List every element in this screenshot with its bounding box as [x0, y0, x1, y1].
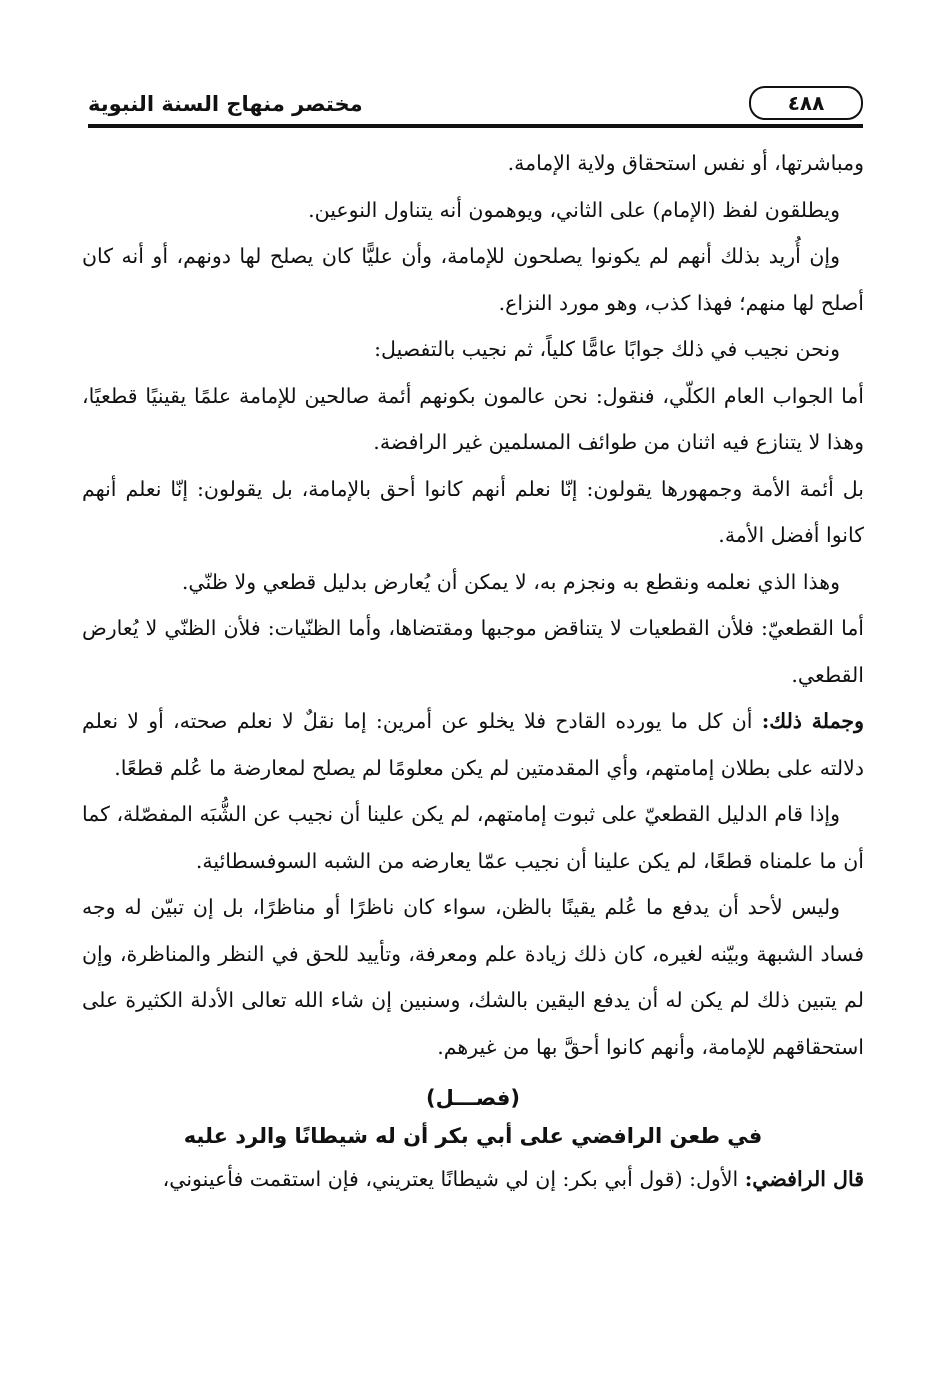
section-heading: (فصـــل): [426, 1086, 520, 1110]
paragraph-lead: وجملة ذلك:: [761, 709, 864, 733]
section-subheading: في طعن الرافضي على أبي بكر أن له شيطانًا والرد عليه: [183, 1124, 763, 1148]
header-rule: [88, 124, 863, 128]
page-body: [82, 140, 864, 1203]
paragraph: وليس لأحد أن يدفع ما عُلم يقينًا بالظن، سواء كان ناظرًا أو مناظرًا، بل إن تبيّن له وجه فساد الشبهة وبيّنه لغيره، كان ذلك زيادة علم ومعرفة، وتأييد للحق في النظر والمناظرة، وإن لم يتبين ذلك لم يكن له أن يدفع اليقين بالشك، وسنبين إن شاء الله تعالى الأدلة الكثيرة على استحقاقهم للإمامة، وأنهم كانوا أحقَّ بها من غيرهم.: [82, 895, 864, 1059]
paragraph: وإذا قام الدليل القطعيّ على ثبوت إمامتهم، لم يكن علينا أن نجيب عن الشُّبَه المفصّلة، كما أن ما علمناه قطعًا، لم يكن علينا أن نجيب عمّا يعارضه من الشبه السوفسطائية.: [82, 802, 864, 873]
paragraph: وهذا الذي نعلمه ونقطع به ونجزم به، لا يمكن أن يُعارض بدليل قطعي ولا ظنّي.: [181, 569, 840, 594]
page-header: [88, 86, 863, 126]
paragraph-text: أن كل ما يورده القادح فلا يخلو عن أمرين: إما نقلٌ لا نعلم صحته، أو لا نعلم دلالته على بطلان إمامتهم، وأي المقدمتين لم يكن معلومًا لم يصلح لمعارضة ما عُلم قطعًا.: [82, 709, 864, 780]
paragraph: ونحن نجيب في ذلك جوابًا عامًّا كلياً، ثم نجيب بالتفصيل:: [374, 337, 840, 361]
paragraph: بل أئمة الأمة وجمهورها يقولون: إنّا نعلم أنهم كانوا أحق بالإمامة، بل يقولون: إنّا نعلم أنهم كانوا أفضل الأمة.: [82, 476, 864, 547]
paragraph-lead: قال الرافضي:: [744, 1167, 864, 1191]
paragraph: ويطلقون لفظ (الإمام) على الثاني، ويوهمون أنه يتناول النوعين.: [308, 197, 840, 222]
paragraph: [82, 1156, 864, 1203]
page-number: ٤٨٨: [749, 86, 863, 120]
paragraph: وإن أُريد بذلك أنهم لم يكونوا يصلحون للإمامة، وأن عليًّا كان يصلح لها دونهم، أو أنه كان أصلح لها منهم؛ فهذا كذب، وهو مورد النزاع.: [82, 244, 864, 315]
paragraph: ومباشرتها، أو نفس استحقاق ولاية الإمامة.: [507, 151, 864, 175]
paragraph: أما الجواب العام الكلّي، فنقول: نحن عالمون بكونهم أئمة صالحين للإمامة علمًا يقينيًا قطعيًا، وهذا لا يتنازع فيه اثنان من طوائف المسلمين غير الرافضة.: [82, 383, 864, 454]
paragraph: أما القطعيّ: فلأن القطعيات لا يتناقض موجبها ومقتضاها، وأما الظنّيات: فلأن الظنّي لا يُعارض القطعي.: [82, 616, 864, 687]
paragraph: [82, 698, 864, 791]
paragraph-text: الأول: (قول أبي بكر: إن لي شيطانًا يعتريني، فإن استقمت فأعينوني،: [162, 1167, 745, 1191]
running-title: مختصر منهاج السنة النبوية: [88, 92, 363, 116]
